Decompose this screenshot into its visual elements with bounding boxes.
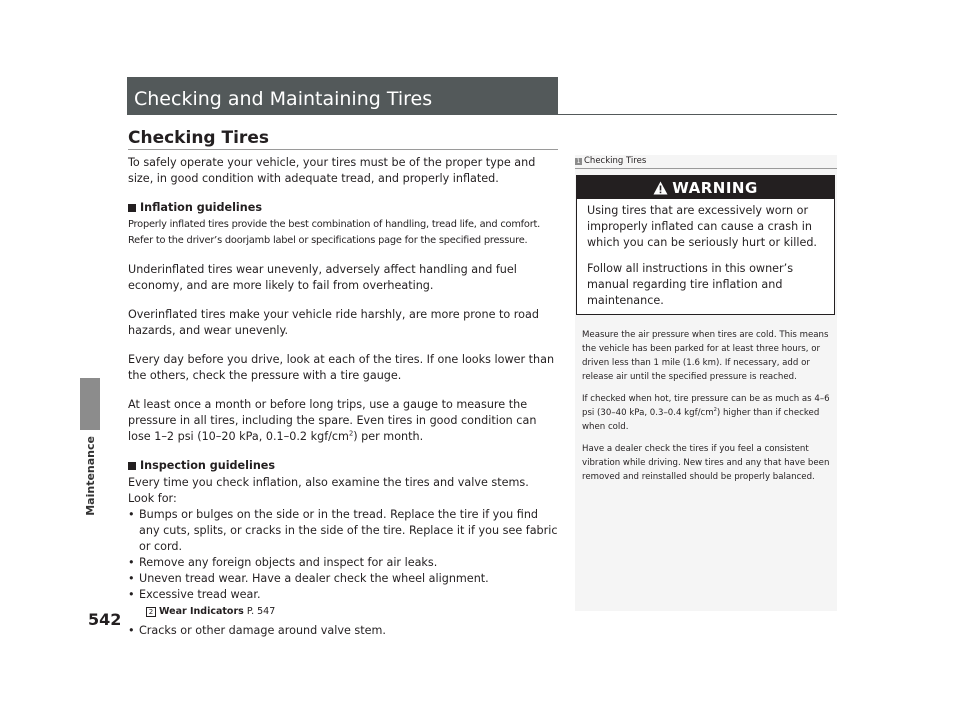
note-paragraph: Have a dealer check the tires if you feel a consistent vibration while driving. New tires and any that have been removed and reinstalled should be properly balanced.	[582, 444, 830, 482]
inspection-list-continued	[128, 623, 560, 639]
note-paragraph: If checked when hot, tire pressure can be as much as 4–6 psi (30–40 kPa, 0.3–0.4 kgf/$cm^2$) higher than if checked when cold.	[582, 394, 830, 432]
list-item: • Bumps or bulges on the side or in the tread. Replace the tire if you find any cuts, splits, or cracks in the side of the tire. Replace it if you see fabric or cord.	[128, 507, 560, 555]
sidebar-notes	[582, 328, 830, 492]
warning-box	[576, 175, 835, 315]
square-bullet-icon	[128, 462, 136, 470]
sidebar-rule	[575, 168, 837, 169]
section-title: Checking Tires	[128, 128, 269, 148]
inspection-list	[128, 507, 560, 603]
warning-triangle-icon	[653, 181, 668, 195]
list-item: • Cracks or other damage around valve stem.	[128, 623, 560, 639]
list-item: • Uneven tread wear. Have a dealer check the wheel alignment.	[128, 571, 560, 587]
square-bullet-icon	[128, 204, 136, 212]
chapter-title: Checking and Maintaining Tires	[134, 88, 433, 110]
inflation-paragraph: Underinflated tires wear unevenly, adversely affect handling and fuel economy, and are more likely to fail from overheating.	[128, 263, 517, 292]
warning-banner: WARNING	[577, 176, 834, 199]
monthly-check-paragraph: At least once a month or before long trips, use a gauge to measure the pressure in all tires, including the spare. Even tires in good condition can lose 1–2 psi (10–20 kPa, 0.1–0.2 kgf/$cm^2$) per month.	[128, 398, 537, 443]
section-tab-marker	[80, 378, 100, 430]
inflation-paragraph: Overinflated tires make your vehicle ride harshly, are more prone to road hazards, and wear unevenly.	[128, 308, 539, 337]
wear-indicators-link[interactable]: 2 Wear Indicators P. 547	[128, 604, 560, 620]
section-rule	[128, 149, 558, 150]
note-paragraph: Measure the air pressure when tires are cold. This means the vehicle has been parked for at least three hours, or driven less than 1 mile (1.6 km). If necessary, add or release air until the specified pressure is reached.	[582, 330, 829, 382]
sidebar-heading: 1 Checking Tires	[576, 156, 647, 166]
inflation-summary: Properly inflated tires provide the best combination of handling, tread life, and comfort. Refer to the driver’s doorjamb label or specifications page for the specified pressure.	[128, 219, 541, 246]
list-item: • Excessive tread wear.	[128, 587, 560, 603]
header-rule	[127, 114, 837, 115]
note-marker-icon: 1	[576, 157, 581, 165]
warning-text: Using tires that are excessively worn or improperly inflated can cause a crash in which you can be seriously hurt or killed. Follow all instructions in this owner’s manual regarding tire inflation and maintenance.	[587, 204, 817, 307]
inflation-paragraph: Every day before you drive, look at each of the tires. If one looks lower than the others, check the pressure with a tire gauge.	[128, 353, 555, 382]
inflation-heading: Inflation guidelines	[128, 200, 560, 216]
list-item: • Remove any foreign objects and inspect for air leaks.	[128, 555, 560, 571]
section-tab-label: Maintenance	[83, 436, 97, 516]
page-number: 542	[88, 610, 122, 629]
inspection-heading: Inspection guidelines	[128, 458, 560, 474]
inspection-intro: Every time you check inflation, also examine the tires and valve stems.	[128, 476, 529, 489]
look-for-label: Look for:	[128, 492, 177, 505]
intro-paragraph: To safely operate your vehicle, your tires must be of the proper type and size, in good condition with adequate tread, and properly inflated.	[128, 156, 536, 185]
cross-reference-icon: 2	[146, 607, 156, 617]
main-column	[128, 155, 560, 639]
